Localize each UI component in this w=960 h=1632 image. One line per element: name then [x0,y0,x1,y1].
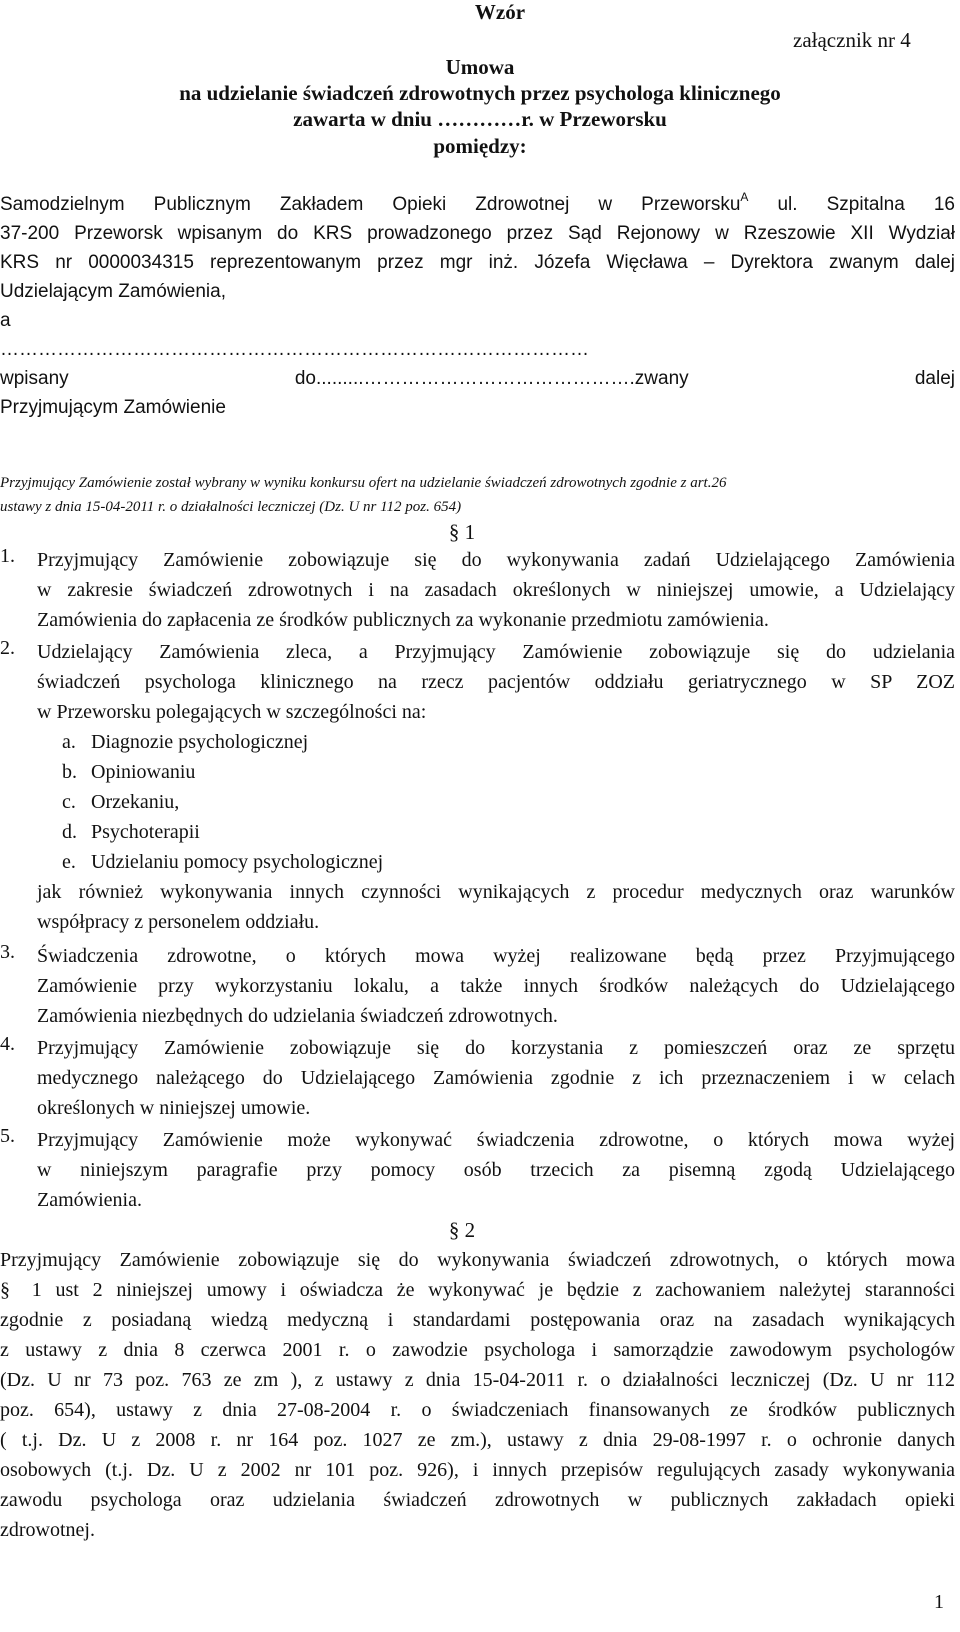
party-line-4: Udzielającym Zamówienia, [0,281,226,302]
section-ref-line: § 1 ust 2 niniejszej umowy i oświadcza że wykonywać je będzie z zachowaniem należytej staranności [0,1279,955,1301]
section-1-heading: § 1 [448,520,476,544]
party-line-1: Samodzielnym Publicznym Zakładem Opieki Zdrowotnej w Przeworsku$^A$ ul. Szpitalna 16 [0,190,955,215]
party-line-5: a [0,310,11,331]
document-subtitle: na udzielanie świadczeń zdrowotnych przez psychologa klinicznego [179,81,781,105]
party-dots-line: ………………………………………………………………………………… [0,339,589,360]
selection-note-line-2: ustawy z dnia 15-04-2011 r. o działalności leczniczej (Dz. U nr 112 poz. 654) [0,499,462,515]
concluded-line: zawarta w dniu …………r. w Przeworsku [293,107,667,131]
list-item: b. Opiniowaniu [62,761,196,783]
document-page: Wzór załącznik nr 4 Umowa na udzielanie świadczeń zdrowotnych przez psychologa klinicznego zawarta w dniu …………r. w Przeworsku pomiędzy: Samodzielnym Publicznym Zakładem Opieki Zdrowotnej w Przeworsku$^A$ ul. Szpitalna 16 37-200 Przeworsk wpisanym do KRS prowadzonego przez Sąd Rejonowy w Rzeszowie XII Wydział KRS nr 0000034315 reprezentowanym przez mgr inż. Józefa Więcława – Dyrektora zwanym dalej Udzielającym Zamówienia, a ………………………………………………………………………………… wpisany do.........…………………………………….zwany dalej Przyjmującym Zamówienie Przyjmujący Zamówienie został wybrany w wyniku konkursu ofert na udzielanie świadczeń zdrowotnych zgodnie z art.26 ustawy z dnia 15-04-2011 r. o działalności leczniczej (Dz. U nr 112 poz. 654) § 1 1. Przyjmujący Zamówienie zobowiązuje się do wykonywania zadań Udzielającego Zamówienia w zakresie świadczeń zdrowotnych i na zasadach określonych w niniejszej umowie, a Udzielający Zamówienia do zapłacenia ze środków publicznych za wykonanie przedmiotu zamówienia. 2. Udzielający Zamówienia zleca, a Przyjmujący Zamówienie zobowiązuje się do udzielania świadczeń psychologa klinicznego na rzecz pacjentów oddziału geriatrycznego w SP ZOZ w Przeworsku polegających w szczególności na: a. Diagnozie psychologicznej b. Opiniowaniu c. Orzekaniu, d. Psychoterapii e. Udzielaniu pomocy psychologicznej jak również wykonywania innych czynności wynikających z procedur medycznych oraz warunków współpracy z personelem oddziału. 3. Świadczenia zdrowotne, o których mowa wyżej realizowane będą przez Przyjmującego Zamówienie przy wykorzystaniu lokalu, a także innych środków należących do Udzielającego Zamówienia niezbędnych do udzielania świadczeń zdrowotnych. 4. Przyjmujący Zamówienie zobowiązuje się do korzystania z pomieszczeń oraz ze sprzętu medycznego należącego do Udzielającego Zamówienia zgodnie z ich przeznaczeniem i w celach określonych w niniejszej umowie. 5. Przyjmujący Zamówienie może wykonywać świadczenia zdrowotne, o których mowa wyżej w niniejszym paragrafie przy pomocy osób trzecich za pisemną zgodą Udzielającego Zamówienia. § 2 Przyjmujący Zamówienie zobowiązuje się do wykonywania świadczeń zdrowotnych, o których mowa § 1 ust 2 niniejszej umowy i oświadcza że wykonywać je będzie z zachowaniem należytej staranności zgodnie z posiadaną wiedzą medyczną i standardami postępowania oraz na zasadach wynikających z ustawy z dnia 8 czerwca 2001 r. o zawodzie psychologa i samorządzie zawodowym psychologów (Dz. U nr 73 poz. 763 ze zm ), z ustawy z dnia 15-04-2011 r. o działalności leczniczej (Dz. U nr 112 poz. 654), ustawy z dnia 27-08-2004 r. o świadczeniach finansowanych ze środków publicznych ( t.j. Dz. U z 2008 r. nr 164 poz. 1027 ze zm.), ustawy z dnia 29-08-1997 r. o ochronie danych osobowych (t.j. Dz. U z 2002 nr 101 poz. 926), i innych przepisów regulujących zasady wykonywania zawodu psychologa oraz udzielania świadczeń zdrowotnych w publicznych zakładach opieki zdrowotnej. 1 [0,0,960,1632]
between-line: pomiędzy: [433,134,527,158]
list-item: d. Psychoterapii [62,821,200,843]
template-label: Wzór [474,0,526,24]
document-title: Umowa [445,55,515,79]
annex-label: załącznik nr 4 [793,28,911,52]
page-number: 1 [934,1591,944,1613]
superscript-a: A [740,190,749,204]
selection-note-line-1: Przyjmujący Zamówienie został wybrany w wyniku konkursu ofert na udzielanie świadczeń zdrowotnych zgodnie z art.26 [0,475,727,491]
list-item: e. Udzielaniu pomocy psychologicznej [62,851,384,873]
section-2-heading: § 2 [448,1218,476,1242]
party-line-2: 37-200 Przeworsk wpisanym do KRS prowadzonego przez Sąd Rejonowy w Rzeszowie XII Wydział [0,223,955,244]
party-line-7: wpisany do.........…………………………………….zwany dalej [0,368,955,389]
party-line-3: KRS nr 0000034315 reprezentowanym przez mgr inż. Józefa Więcława – Dyrektora zwanym dalej [0,252,955,273]
party-line-8: Przyjmującym Zamówienie [0,397,226,418]
list-item: c. Orzekaniu, [62,791,180,813]
list-item: a. Diagnozie psychologicznej [62,731,309,753]
